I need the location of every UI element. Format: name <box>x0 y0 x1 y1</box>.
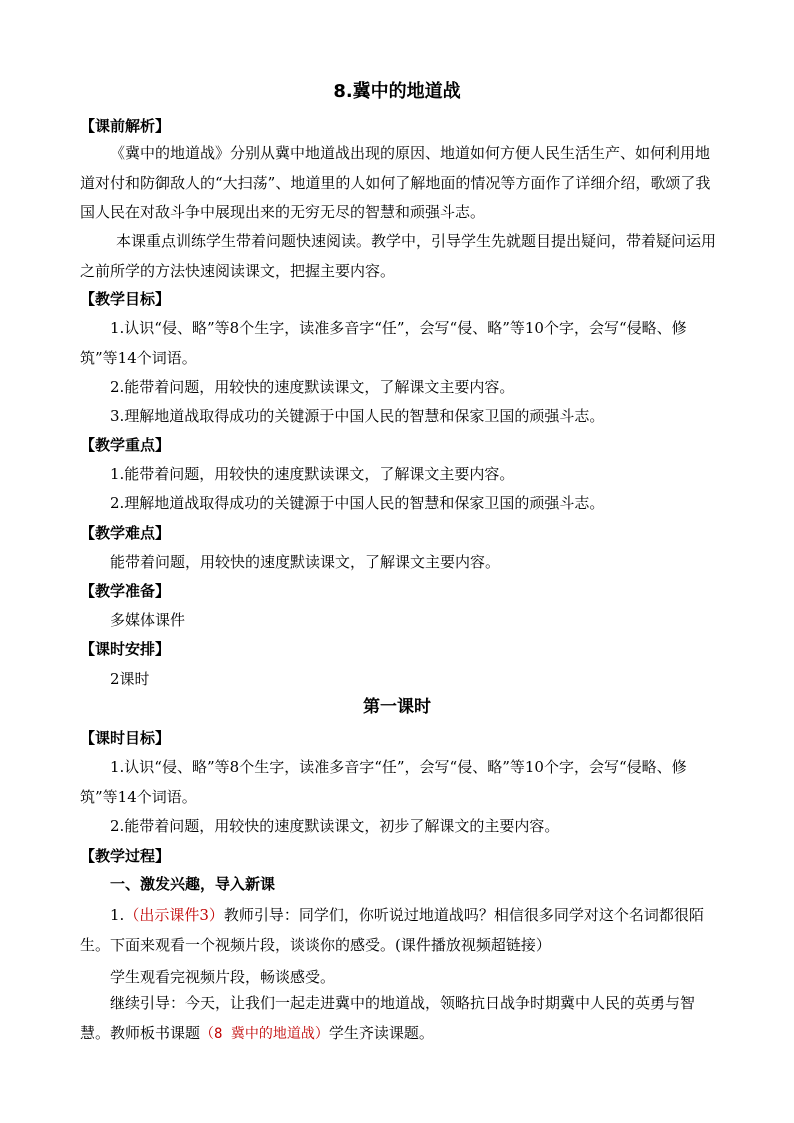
board-title: （8 冀中的地道战） <box>200 1025 329 1042</box>
lesson-goal-2: 2.能带着问题，用较快的速度默读课文，初步了解课文的主要内容。 <box>110 817 560 835</box>
section-heading-difficulty: 【教学难点】 <box>80 524 171 542</box>
section-heading-preparation: 【教学准备】 <box>80 582 171 600</box>
key-point-2: 2.理解地道战取得成功的关键源于中国人民的智慧和保家卫国的顽强斗志。 <box>110 494 605 512</box>
step1-heading: 一、激发兴趣，导入新课 <box>110 875 276 893</box>
lesson-title: 第一课时 <box>363 697 431 717</box>
schedule-text: 2课时 <box>110 670 150 688</box>
document-title: 8.冀中的地道战 <box>333 81 461 102</box>
lesson-goals-heading: 【课时目标】 <box>80 729 171 747</box>
difficulty-text: 能带着问题，用较快的速度默读课文，了解课文主要内容。 <box>110 553 501 571</box>
step1-paragraph-3 <box>80 989 720 1049</box>
key-point-1: 1.能带着问题，用较快的速度默读课文，了解课文主要内容。 <box>110 465 515 483</box>
step1-number: 1. <box>110 906 125 924</box>
goal-item-1: 1.认识“侵、略”等8个生字，读准多音字“任”，会写“侵、略”等10个字，会写“侵略、修筑”等14个词语。 <box>80 319 687 367</box>
analysis-paragraph-2: 本课重点训练学生带着问题快速阅读。教学中，引导学生先就题目提出疑问，带着疑问运用之前所学的方法快速阅读课文，把握主要内容。 <box>80 232 717 280</box>
section-heading-key-points: 【教学重点】 <box>80 436 171 454</box>
step1-p3-text-a: 继续引导：今天，让我们一起走进冀中的地道战，领略抗日战争时期冀中人民的英勇与智慧。教师板书课题 <box>80 994 696 1042</box>
preparation-text: 多媒体课件 <box>110 611 186 629</box>
process-heading: 【教学过程】 <box>80 847 171 865</box>
step1-paragraph-2: 学生观看完视频片段，畅谈感受。 <box>110 968 336 986</box>
section-heading-analysis: 【课前解析】 <box>80 117 171 135</box>
step1-p3-text-b: 学生齐读课题。 <box>328 1023 434 1042</box>
section-heading-schedule: 【课时安排】 <box>80 640 171 658</box>
goal-item-3: 3.理解地道战取得成功的关键源于中国人民的智慧和保家卫国的顽强斗志。 <box>110 407 605 425</box>
courseware-reference: （出示课件3） <box>124 906 224 924</box>
step1-paragraph-1 <box>80 901 720 960</box>
goal-item-2: 2.能带着问题，用较快的速度默读课文，了解课文主要内容。 <box>110 378 515 396</box>
step1-text: 教师引导：同学们，你听说过地道战吗？相信很多同学对这个名词都很陌生。下面来观看一个视频片段，谈谈你的感受。(课件播放视频超链接） <box>80 906 704 954</box>
lesson-goal-1: 1.认识“侵、略”等8个生字，读准多音字“任”，会写“侵、略”等10个字，会写“侵略、修筑”等14个词语。 <box>80 758 687 806</box>
analysis-paragraph-1: 《冀中的地道战》分别从冀中地道战出现的原因、地道如何方便人民生活生产、如何利用地道对付和防御敌人的“大扫荡”、地道里的人如何了解地面的情况等方面作了详细介绍，歌颂了我国人民在对敌斗争中展现出来的无穷无尽的智慧和顽强斗志。 <box>80 144 711 221</box>
section-heading-goals: 【教学目标】 <box>80 290 171 308</box>
